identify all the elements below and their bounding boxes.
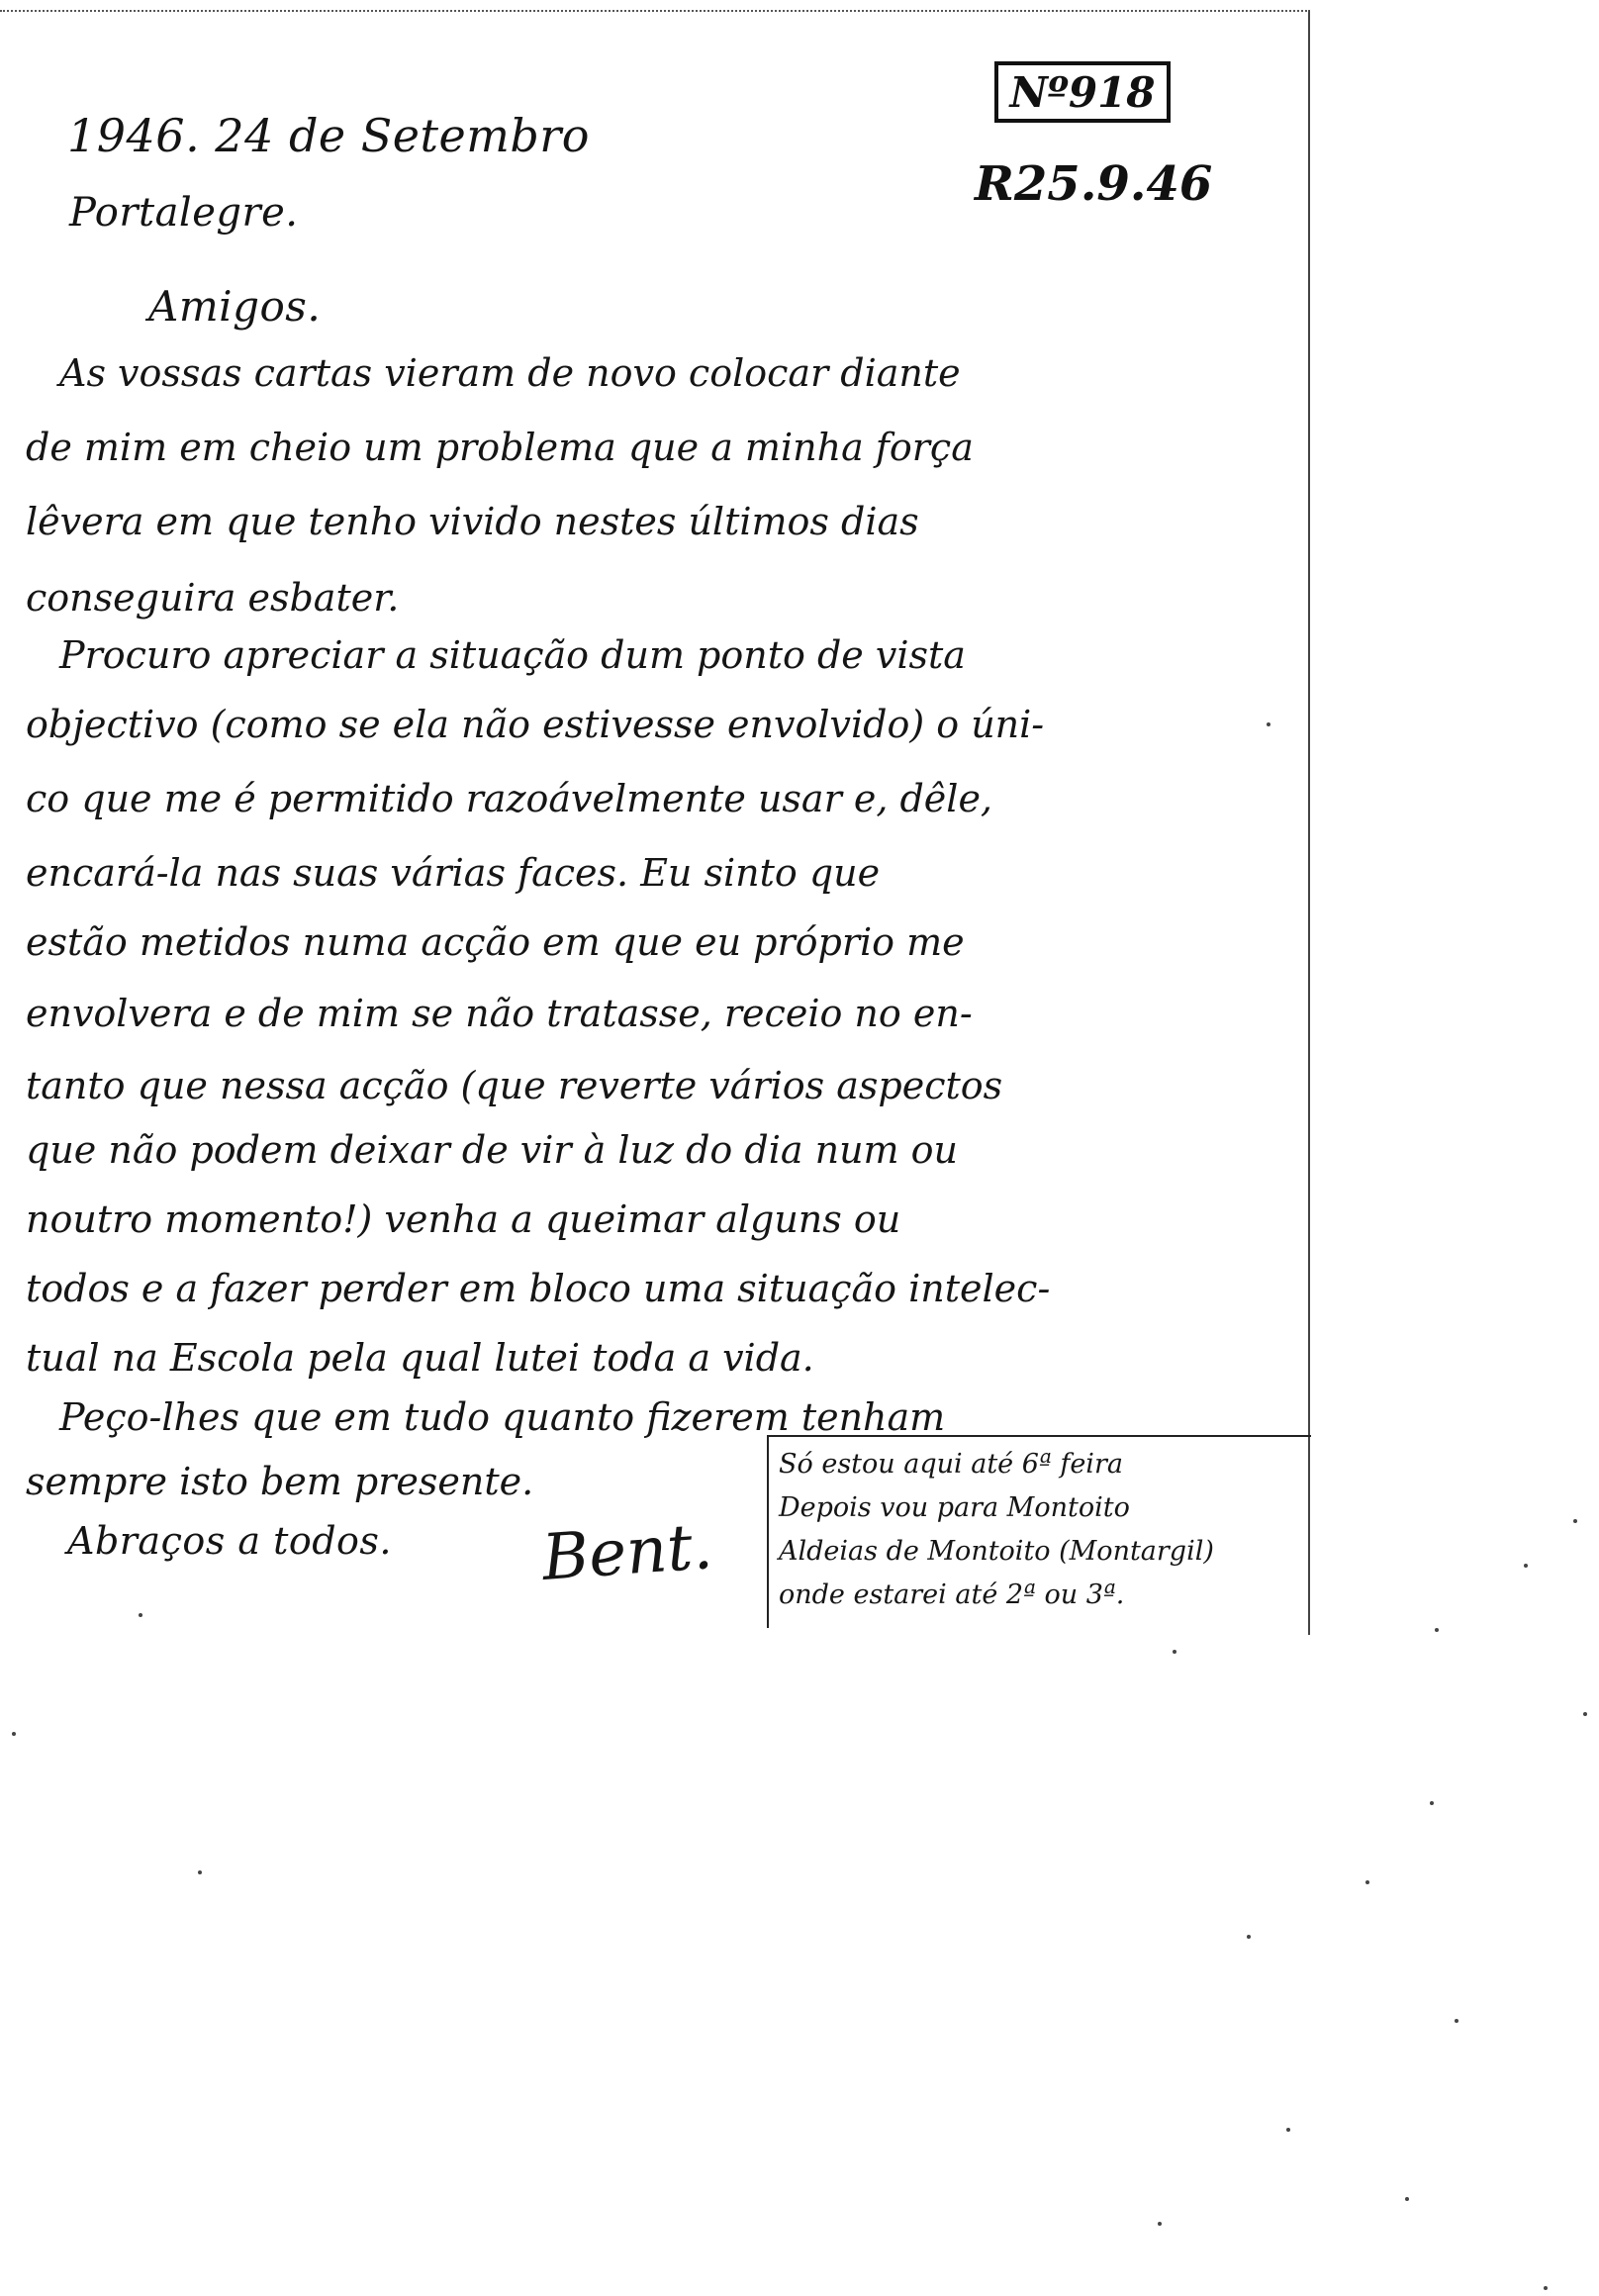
postscript-box	[767, 1435, 1311, 1628]
place-line: Portalegre.	[69, 190, 299, 236]
body-line: que não podem deixar de vir à luz do dia num ou	[26, 1128, 959, 1172]
archive-number-box	[994, 61, 1171, 123]
closing-line: Abraços a todos.	[67, 1519, 392, 1563]
body-line: lêvera em que tenho vivido nestes últimos dias	[26, 500, 919, 543]
postscript-line: Aldeias de Montoito (Montargil)	[779, 1536, 1214, 1567]
body-line: objectivo (como se ela não estivesse envolvido) o úni-	[26, 703, 1045, 746]
body-line: conseguira esbater.	[26, 576, 400, 620]
archive-number: Nº918	[1009, 67, 1156, 117]
body-line: co que me é permitido razoávelmente usar e, dêle,	[26, 777, 993, 820]
postscript-line: onde estarei até 2ª ou 3ª.	[779, 1579, 1125, 1610]
postscript-line: Só estou aqui até 6ª feira	[779, 1449, 1123, 1480]
body-line: noutro momento!) venha a queimar alguns ou	[26, 1197, 901, 1241]
body-line: Peço-lhes que em tudo quanto fizerem tenham	[59, 1395, 946, 1439]
signature: Bent.	[539, 1510, 715, 1595]
body-line: de mim em cheio um problema que a minha força	[26, 426, 974, 469]
body-line: sempre isto bem presente.	[26, 1460, 534, 1503]
salutation: Amigos.	[148, 282, 322, 331]
sheet-edge	[0, 10, 1310, 1635]
received-stamp: R25.9.46	[975, 156, 1213, 212]
body-line: tual na Escola pela qual lutei toda a vida.	[26, 1336, 814, 1380]
date-line: 1946. 24 de Setembro	[67, 109, 590, 162]
postscript-line: Depois vou para Montoito	[779, 1492, 1130, 1523]
body-line: envolvera e de mim se não tratasse, receio no en-	[26, 992, 973, 1035]
body-line: estão metidos numa acção em que eu próprio me	[26, 920, 965, 964]
body-line: As vossas cartas vieram de novo colocar diante	[59, 351, 961, 395]
body-line: tanto que nessa acção (que reverte vários aspectos	[26, 1064, 1003, 1107]
body-line: Procuro apreciar a situação dum ponto de vista	[59, 633, 966, 677]
body-line: encará-la nas suas várias faces. Eu sinto que	[26, 851, 881, 895]
body-line: todos e a fazer perder em bloco uma situação intelec-	[26, 1267, 1051, 1310]
